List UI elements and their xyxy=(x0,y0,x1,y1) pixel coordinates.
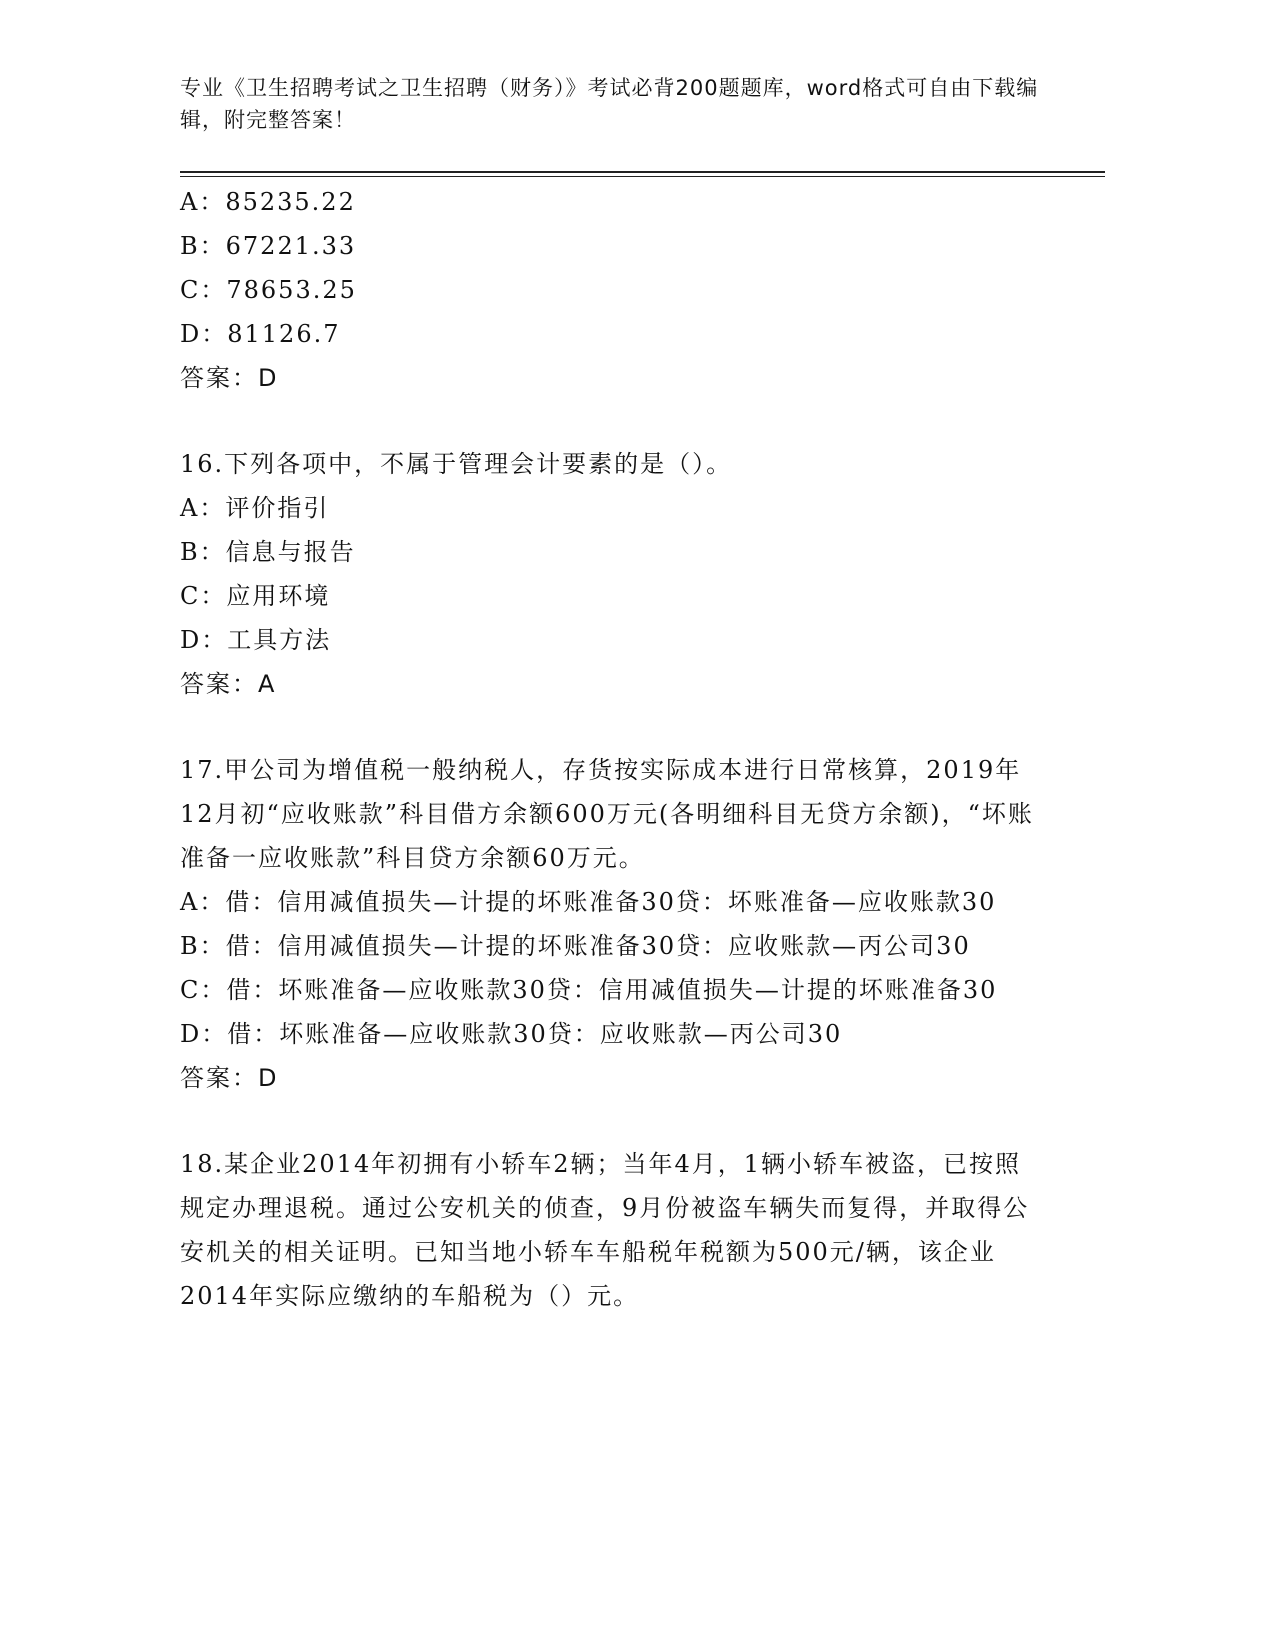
answer: 答案：A xyxy=(180,670,277,698)
option-b: B：借：信用减值损失—计提的坏账准备30贷：应收账款—丙公司30 xyxy=(180,932,971,960)
answer: 答案：D xyxy=(180,364,279,392)
option-a: A：借：信用减值损失—计提的坏账准备30贷：坏账准备—应收账款30 xyxy=(180,888,997,916)
option-b: B：67221.33 xyxy=(180,232,357,260)
document-header: 专业《卫生招聘考试之卫生招聘（财务）》考试必背200题题库，word格式可自由下载编辑，附完整答案！ xyxy=(180,76,1039,132)
header-rule-thin xyxy=(180,176,1105,177)
question-16 xyxy=(180,442,1040,706)
question-content xyxy=(180,180,1040,1318)
question-stem: 16.下列各项中，不属于管理会计要素的是（）。 xyxy=(180,450,733,478)
option-a: A：85235.22 xyxy=(180,188,356,216)
option-d: D：81126.7 xyxy=(180,320,341,348)
header-rule xyxy=(180,171,1105,173)
option-d: D：工具方法 xyxy=(180,626,332,654)
option-b: B：信息与报告 xyxy=(180,538,356,566)
question-15 xyxy=(180,180,1040,400)
option-c: C：借：坏账准备—应收账款30贷：信用减值损失—计提的坏账准备30 xyxy=(180,976,998,1004)
question-17 xyxy=(180,748,1040,1100)
option-c: C：78653.25 xyxy=(180,276,357,304)
option-a: A：评价指引 xyxy=(180,494,330,522)
question-stem: 18.某企业2014年初拥有小轿车2辆；当年4月，1辆小轿车被盗，已按照规定办理退税。通过公安机关的侦查，9月份被盗车辆失而复得，并取得公安机关的相关证明。已知当地小轿车车船税年税额为500元/辆，该企业2014年实际应缴纳的车船税为（）元。 xyxy=(180,1150,1030,1310)
option-c: C：应用环境 xyxy=(180,582,331,610)
answer: 答案：D xyxy=(180,1064,279,1092)
question-18 xyxy=(180,1142,1040,1318)
option-d: D：借：坏账准备—应收账款30贷：应收账款—丙公司30 xyxy=(180,1020,843,1048)
question-stem: 17.甲公司为增值税一般纳税人，存货按实际成本进行日常核算，2019年12月初“应收账款”科目借方余额600万元(各明细科目无贷方余额)，“坏账准备一应收账款”科目贷方余额60万元。 xyxy=(180,756,1034,872)
